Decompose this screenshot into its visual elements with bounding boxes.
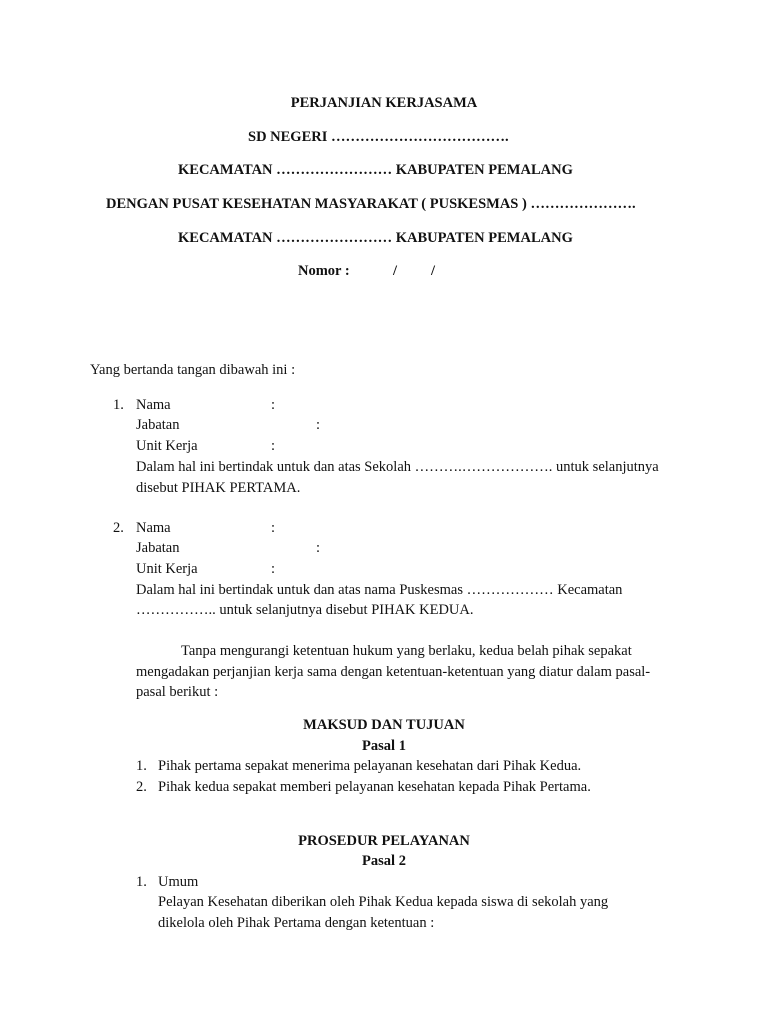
list-number: 1.: [113, 397, 124, 413]
list-item: Pihak pertama sepakat menerima pelayanan kesehatan dari Pihak Kedua.: [158, 758, 582, 774]
list-item-text: dikelola oleh Pihak Pertama dengan ketentuan :: [158, 915, 435, 931]
header-kecamatan-2: KECAMATAN …………………… KABUPATEN PEMALANG: [178, 230, 573, 246]
doc-title: PERJANJIAN KERJASAMA: [290, 95, 478, 111]
party-2-description: Dalam hal ini bertindak untuk dan atas nama Puskesmas ……………… Kecamatan: [136, 582, 623, 598]
field-colon: :: [316, 540, 321, 556]
list-number: 2.: [136, 779, 147, 795]
section-title-maksud: MAKSUD DAN TUJUAN: [303, 717, 465, 733]
field-label-nama: Nama: [136, 397, 171, 413]
party-1-description-cont: disebut PIHAK PERTAMA.: [136, 480, 301, 496]
field-colon: :: [271, 438, 276, 454]
header-puskesmas: DENGAN PUSAT KESEHATAN MASYARAKAT ( PUSKESMAS ) ………………….: [106, 196, 636, 212]
list-number: 2.: [113, 520, 124, 536]
party-1-description: Dalam hal ini bertindak untuk dan atas Sekolah ……….………………. untuk selanjutnya: [136, 459, 659, 475]
list-number: 1.: [136, 874, 147, 890]
field-label-unit-kerja: Unit Kerja: [136, 561, 198, 577]
nomor-slash-1: /: [393, 263, 398, 279]
field-label-jabatan: Jabatan: [136, 540, 180, 556]
field-colon: :: [316, 417, 321, 433]
preamble-line: pasal berikut :: [136, 684, 219, 700]
intro-text: Yang bertanda tangan dibawah ini :: [90, 362, 296, 378]
field-colon: :: [271, 397, 276, 413]
list-item-title: Umum: [158, 874, 199, 890]
field-label-nama: Nama: [136, 520, 171, 536]
field-label-jabatan: Jabatan: [136, 417, 180, 433]
list-number: 1.: [136, 758, 147, 774]
section-pasal-1: Pasal 1: [362, 738, 406, 754]
list-item-text: Pelayan Kesehatan diberikan oleh Pihak Kedua kepada siswa di sekolah yang: [158, 894, 609, 910]
preamble-line: Tanpa mengurangi ketentuan hukum yang berlaku, kedua belah pihak sepakat: [181, 643, 632, 659]
list-item: Pihak kedua sepakat memberi pelayanan kesehatan kepada Pihak Pertama.: [158, 779, 591, 795]
section-pasal-2: Pasal 2: [362, 853, 406, 869]
preamble-line: mengadakan perjanjian kerja sama dengan ketentuan-ketentuan yang diatur dalam pasal-: [136, 664, 651, 680]
nomor-slash-2: /: [431, 263, 436, 279]
field-label-unit-kerja: Unit Kerja: [136, 438, 198, 454]
party-2-description-cont: …………….. untuk selanjutnya disebut PIHAK KEDUA.: [136, 602, 474, 618]
nomor-label: Nomor :: [298, 263, 350, 279]
header-sd-negeri: SD NEGERI ……………………………….: [248, 129, 509, 145]
field-colon: :: [271, 561, 276, 577]
section-title-prosedur: PROSEDUR PELAYANAN: [298, 833, 470, 849]
field-colon: :: [271, 520, 276, 536]
header-kecamatan-1: KECAMATAN …………………… KABUPATEN PEMALANG: [178, 162, 573, 178]
